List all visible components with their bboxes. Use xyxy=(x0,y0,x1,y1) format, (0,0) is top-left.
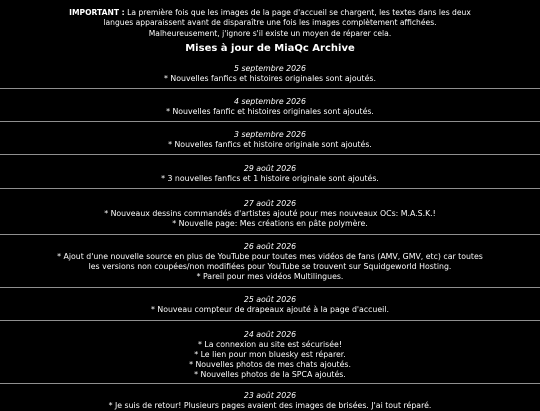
update-entry xyxy=(0,199,540,229)
update-entry xyxy=(0,130,540,150)
notice-line-1 xyxy=(40,8,500,18)
update-date: 3 septembre 2026 xyxy=(234,130,306,139)
update-line: les versions non coupées/non modifiées pour YouTube se trouvent sur Squidgeworld Hosting. xyxy=(88,262,452,271)
update-date: 25 août 2026 xyxy=(243,295,297,304)
update-entry xyxy=(0,242,540,282)
update-date: 5 septembre 2026 xyxy=(234,64,306,73)
separator xyxy=(0,320,540,321)
separator xyxy=(0,234,540,235)
separator xyxy=(0,188,540,189)
update-date: 24 août 2026 xyxy=(243,330,297,339)
notice-text-2: langues apparaissent avant de disparaître une fois les images complètement affichées. xyxy=(103,18,437,28)
update-line: * Nouvelles photos de la SPCA ajoutés. xyxy=(194,370,346,379)
update-line: * Nouvelles fanfics et histoires originales sont ajoutés. xyxy=(164,74,376,83)
update-line: * Nouvelles fanfics et histoire originale sont ajoutés. xyxy=(168,140,372,149)
separator xyxy=(0,383,540,384)
update-entry xyxy=(0,330,540,380)
update-line: * Nouvelles photos de mes chats ajoutés. xyxy=(189,360,351,369)
notice-label: IMPORTANT : xyxy=(69,8,125,17)
update-line: * Le lien pour mon bluesky est réparer. xyxy=(194,350,346,359)
update-entry xyxy=(0,164,540,184)
notice-text-3: Malheureusement, j'ignore s'il existe un moyen de réparer cela. xyxy=(148,28,392,38)
update-date: 27 août 2026 xyxy=(243,199,297,208)
update-line: * 3 nouvelles fanfics et 1 histoire originale sont ajoutés. xyxy=(161,174,379,183)
notice-text-1: La première fois que les images de la page d'accueil se chargent, les textes dans les deux xyxy=(127,8,471,17)
update-line: * Nouveaux dessins commandés d'artistes ajouté pour mes nouveaux OCs: M.A.S.K.! xyxy=(104,209,436,218)
update-date: 4 septembre 2026 xyxy=(234,97,306,106)
separator xyxy=(0,154,540,155)
update-date: 26 août 2026 xyxy=(243,242,297,251)
update-line: * Nouvelle page: Mes créations en pâte polymère. xyxy=(172,219,368,228)
update-line: * Pareil pour mes vidéos Multilingues. xyxy=(196,272,344,281)
update-line: * Ajout d'une nouvelle source en plus de YouTube pour toutes mes vidéos de fans (AMV, GMV, etc) car toutes xyxy=(57,252,483,261)
update-date: 29 août 2026 xyxy=(243,164,297,173)
update-entry xyxy=(0,64,540,84)
important-notice xyxy=(40,8,500,39)
page-title: Mises à jour de MiaQc Archive xyxy=(185,43,355,54)
separator xyxy=(0,88,540,89)
update-line: * Je suis de retour! Plusieurs pages avaient des images de brisées. J'ai tout réparé. xyxy=(108,401,432,410)
separator xyxy=(0,121,540,122)
update-line: * Nouvelles fanfic et histoires originales sont ajoutés. xyxy=(166,107,374,116)
update-date: 23 août 2026 xyxy=(243,391,297,400)
update-entry xyxy=(0,295,540,315)
update-entry xyxy=(0,391,540,411)
update-entry xyxy=(0,97,540,117)
update-line: * La connexion au site est sécurisée! xyxy=(198,340,342,349)
update-line: * Nouveau compteur de drapeaux ajouté à la page d'accueil. xyxy=(151,305,389,314)
separator xyxy=(0,287,540,288)
